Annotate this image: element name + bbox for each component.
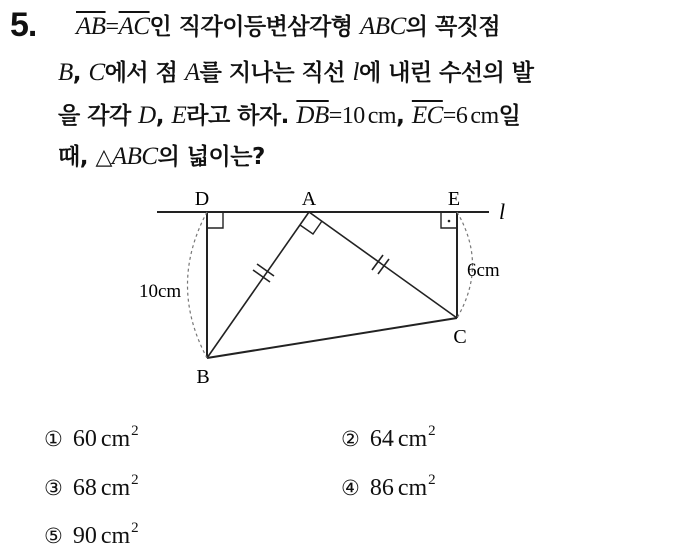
point-b: B [58, 59, 73, 86]
comma: , [72, 60, 89, 86]
question-number: 5. [10, 6, 37, 44]
question-text: 의 넓이는? [157, 144, 265, 170]
equals-sign: = [105, 14, 119, 40]
ec-value: 6 [455, 103, 468, 129]
question-text: 의 꼭짓점 [405, 14, 501, 40]
point-c: C [88, 59, 105, 86]
line-l: l [352, 59, 359, 86]
choice-5[interactable] [44, 520, 139, 550]
choice-4[interactable] [341, 472, 436, 502]
triangle-abc: ABC [111, 143, 158, 170]
choice-mark: ① [44, 427, 63, 451]
choice-value: 90 [72, 523, 97, 549]
ec-unit: cm [470, 103, 499, 129]
segment-db: $\overline{DB}$ [296, 102, 329, 129]
choice-unit: cm [397, 475, 428, 501]
equals-sign: = [328, 103, 342, 129]
label-d: D [194, 188, 210, 210]
question-text: 일 [498, 103, 521, 129]
choice-value: 60 [72, 426, 97, 452]
choice-unit: cm [397, 426, 428, 452]
right-angle-mark-a [300, 221, 322, 234]
choice-mark: ② [341, 427, 360, 451]
comma: , [155, 103, 172, 129]
choice-unit: cm [100, 475, 131, 501]
choice-value: 68 [72, 475, 97, 501]
segment-ab: $\overline{AB}$ [76, 13, 106, 40]
db-dimension-arc [188, 212, 208, 358]
separator: , [396, 103, 412, 129]
label-l: l [499, 199, 506, 224]
choice-exponent: 2 [428, 423, 436, 439]
side-ac [309, 212, 457, 318]
question-text: 을 각각 [58, 103, 139, 129]
equal-tick-ac [372, 255, 389, 274]
choice-value: 64 [369, 426, 394, 452]
label-a: A [301, 188, 317, 210]
label-e: E [447, 188, 461, 210]
choice-mark: ③ [44, 476, 63, 500]
choice-exponent: 2 [428, 472, 436, 488]
side-bc [207, 318, 457, 358]
choice-mark: ④ [341, 476, 360, 500]
question-text: 인 직각이등변삼각형 [149, 14, 361, 40]
choice-mark: ⑤ [44, 524, 63, 548]
point-e: E [171, 102, 187, 129]
side-ab [207, 212, 309, 358]
point-a: A [184, 59, 200, 86]
label-ec-length: 6cm [467, 260, 500, 281]
triangle-symbol: △ [95, 145, 112, 170]
triangle-abc: ABC [360, 13, 406, 40]
segment-ac: $\overline{AC}$ [118, 13, 150, 40]
question-text: 를 지나는 직선 [199, 60, 353, 86]
choice-2[interactable] [341, 423, 436, 453]
choice-unit: cm [100, 523, 131, 549]
label-db-length: 10cm [139, 281, 182, 302]
right-angle-mark-d [207, 212, 223, 228]
question-text: 때, [58, 144, 96, 170]
choice-exponent: 2 [131, 520, 139, 536]
point-d: D [138, 102, 156, 129]
choice-3[interactable] [44, 472, 139, 502]
choice-exponent: 2 [131, 423, 139, 439]
label-b: B [196, 366, 210, 388]
label-c: C [453, 326, 467, 348]
db-unit: cm [367, 103, 397, 129]
right-angle-dot-e [448, 220, 451, 223]
choice-exponent: 2 [131, 472, 139, 488]
question-text: 라고 하자. [186, 103, 297, 129]
choice-unit: cm [100, 426, 131, 452]
choice-1[interactable] [44, 423, 139, 453]
equals-sign: = [442, 103, 456, 129]
question-text: 에서 점 [104, 60, 185, 86]
segment-ec: $\overline{EC}$ [411, 102, 443, 129]
choice-value: 86 [369, 475, 394, 501]
db-value: 10 [341, 103, 365, 129]
question-text: 에 내린 수선의 발 [358, 60, 534, 86]
